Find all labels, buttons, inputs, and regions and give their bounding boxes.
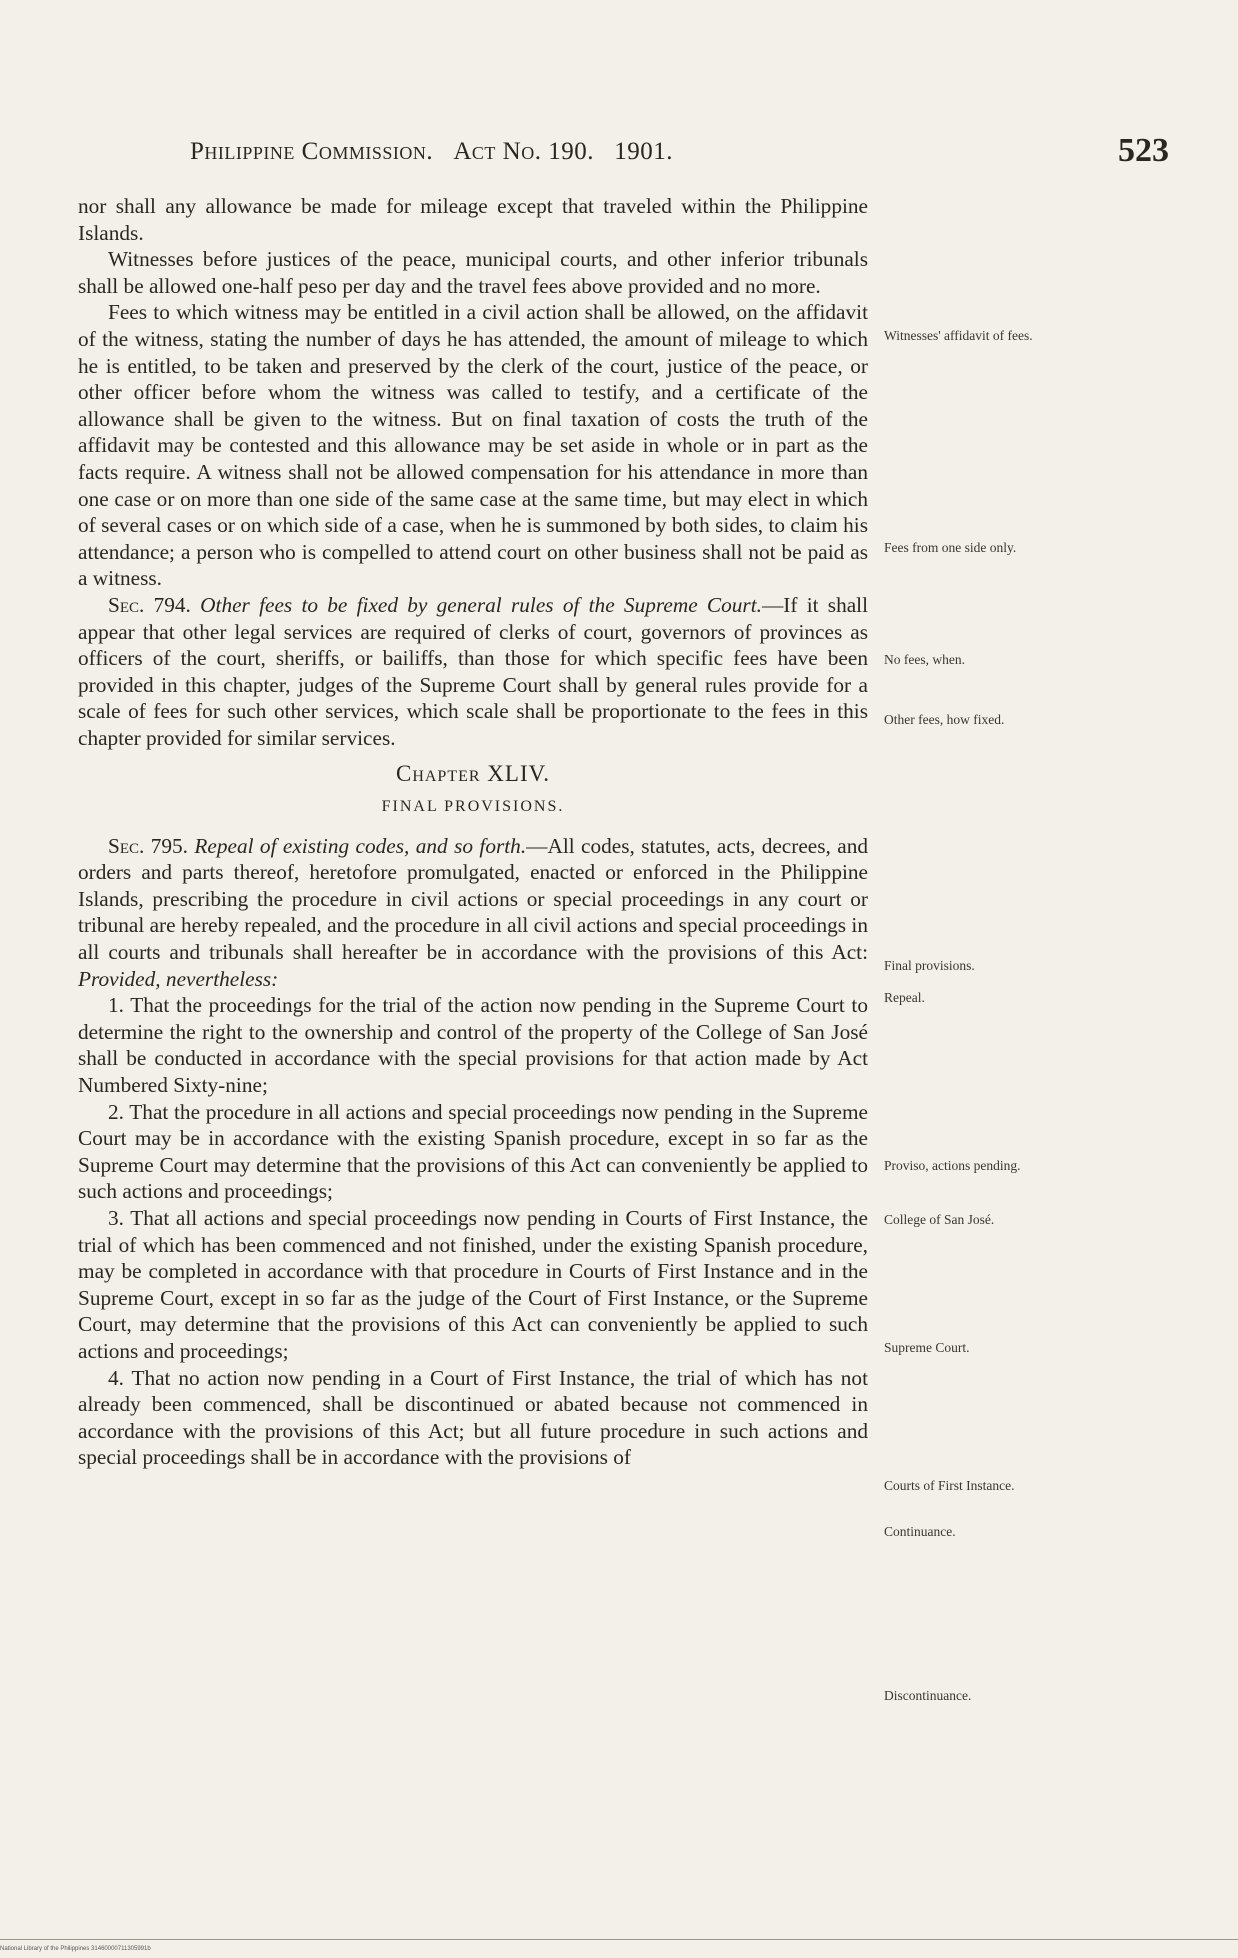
margin-note-witness-affidavit: Witnesses' affidavit of fees. bbox=[884, 328, 1033, 343]
paragraph-witness-fees: Fees to which witness may be entitled in a civil action shall be allowed, on the affidavit of the witness, stating the number of days he has attended, the amount of mileage to which he is entitled, to be taken and preserved by the clerk of the court, justice of the peace, or other officer before whom the witness was called to testify, and a certificate of the allowance shall be given to the witness. But on final taxation of costs the truth of the affidavit may be contested and this allowance may be set aside in whole or in part as the facts require. A witness shall not be allowed compensation for his attendance in more than one case or on more than one side of the same case at the same time, but may elect in which of several cases or on which side of a case, when he is summoned by both sides, to claim his attendance; a person who is compelled to attend court on other business shall not be paid as a witness. bbox=[78, 300, 868, 591]
paragraph-inferior-tribunals: Witnesses before justices of the peace, municipal courts, and other inferior tribunals shall be allowed one-half peso per day and the travel fees above provided and no more. bbox=[78, 247, 868, 298]
list-item-2: 2. That the procedure in all actions and special proceedings now pending in the Supreme Court may be in accordance with the existing Spanish procedure, except in so far as the Supreme Court may determine that the provisions of this Act can conveniently be applied to such actions and proceedings; bbox=[78, 1099, 868, 1204]
chapter-subtitle: FINAL PROVISIONS. bbox=[381, 798, 565, 816]
margin-note-discontinuance: Discontinuance. bbox=[884, 1688, 972, 1703]
section-794-title: Other fees to be fixed by general rules of the Supreme Court. bbox=[200, 592, 762, 617]
section-795-title: Repeal of existing codes, and so forth. bbox=[194, 833, 527, 858]
section-794 bbox=[78, 592, 868, 752]
list-item-3: 3. That all actions and special proceedings now pending in Courts of First Instance, the trial of which has been commenced and not finished, under the existing Spanish procedure, may be completed in accordance with that procedure in Courts of First Instance and in the Supreme Court, except in so far as the judge of the Court of First Instance, or the Supreme Court, may determine that the provisions of this Act can conveniently be applied to such actions and proceedings; bbox=[78, 1205, 868, 1363]
margin-note-supreme-court: Supreme Court. bbox=[884, 1340, 970, 1355]
margin-note-no-fees: No fees, when. bbox=[884, 652, 965, 667]
margin-note-final-provisions: Final provisions. bbox=[884, 958, 975, 973]
page-number: 523 bbox=[1118, 132, 1169, 169]
section-795-proviso: Provided, nevertheless: bbox=[78, 966, 279, 991]
section-794-label: Sec. 794. bbox=[108, 592, 191, 617]
section-795 bbox=[78, 833, 868, 993]
running-head bbox=[190, 138, 750, 166]
scan-edge-line bbox=[0, 1939, 1238, 1940]
list-item-4: 4. That no action now pending in a Court of First Instance, the trial of which has not already been commenced, shall be discontinued or abated because not commenced in accordance with the provisions of this Act; but all future procedure in such actions and special proceedings shall be in accordance with the provisions of bbox=[78, 1365, 868, 1470]
running-head-year: 1901. bbox=[614, 138, 673, 165]
running-head-commission: Philippine Commission. bbox=[190, 138, 434, 165]
margin-note-proviso: Proviso, actions pending. bbox=[884, 1158, 1021, 1173]
running-head-act: Act No. 190. bbox=[453, 138, 594, 165]
body-text bbox=[78, 193, 868, 1471]
margin-note-other-fees: Other fees, how fixed. bbox=[884, 712, 1005, 727]
scan-source-line: National Library of the Philippines 31460000711305991b bbox=[0, 1946, 151, 1952]
list-item-1: 1. That the proceedings for the trial of the action now pending in the Supreme Court to determine the right to the ownership and control of the property of the College of San José shall be conducted in accordance with the special provisions for that action made by Act Numbered Sixty-nine; bbox=[78, 993, 868, 1097]
margin-note-continuance: Continuance. bbox=[884, 1524, 956, 1539]
margin-note-fees-one-side: Fees from one side only. bbox=[884, 540, 1017, 555]
margin-note-courts-first-instance: Courts of First Instance. bbox=[884, 1478, 1015, 1493]
margin-note-repeal: Repeal. bbox=[884, 990, 925, 1005]
section-795-text: —All codes, statutes, acts, decrees, and orders and parts thereof, heretofore promulgated, enacted or enforced in the Philippine Islands, prescribing the procedure in civil actions or special proceedings in any court or tribunal are hereby repealed, and the procedure in all civil actions and special proceedings in all courts and tribunals shall hereafter be in accordance with the provisions of this Act: bbox=[78, 833, 869, 965]
section-795-label: Sec. 795. bbox=[108, 833, 188, 858]
chapter-title: Chapter XLIV. bbox=[395, 761, 551, 787]
margin-note-college: College of San José. bbox=[884, 1212, 995, 1227]
section-794-text: —If it shall appear that other legal services are required of clerks of court, governors of provinces as officers of the court, sheriffs, or bailiffs, than those for which specific fees have been provided in this chapter, judges of the Supreme Court shall by general rules provide for a scale of fees for such other services, which scale shall be proportionate to the fees in this chapter provided for similar services. bbox=[78, 592, 869, 750]
paragraph-mileage: nor shall any allowance be made for mileage except that traveled within the Philippine Islands. bbox=[78, 194, 868, 245]
